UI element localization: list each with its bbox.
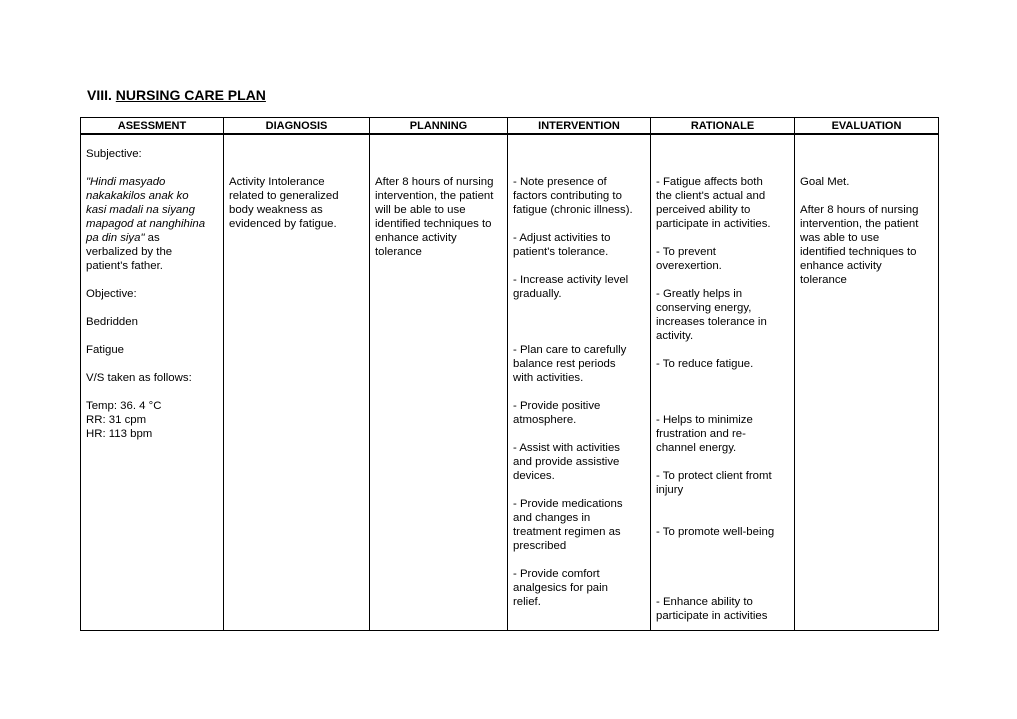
vital-signs-label: V/S taken as follows:	[86, 372, 192, 384]
planning-cell	[370, 134, 508, 631]
intervention-item: - Provide positive atmosphere.	[513, 400, 601, 426]
planning-text: After 8 hours of nursing intervention, the patient will be able to use identified techniques to enhance activity tolerance	[375, 176, 494, 258]
rationale-item: - Enhance ability to participate in activities	[656, 596, 768, 622]
header-intervention: INTERVENTION	[508, 118, 651, 135]
vital-signs: Temp: 36. 4 °C RR: 31 cpm HR: 113 bpm	[86, 400, 162, 440]
header-row	[81, 118, 939, 135]
section-title: NURSING CARE PLAN	[115, 87, 266, 103]
header-rationale: RATIONALE	[651, 118, 795, 135]
rationale-item: - To reduce fatigue.	[656, 358, 754, 370]
intervention-item: - Assist with activities and provide assistive devices.	[513, 442, 620, 482]
evaluation-status: Goal Met.	[800, 176, 850, 188]
plan-row	[81, 134, 939, 631]
patient-quote: "Hindi masyado nakakakilos anak ko kasi madali na siyang mapagod at nanghihina pa din siya"	[86, 176, 206, 244]
diagnosis-cell	[224, 134, 370, 631]
objective-label: Objective:	[86, 288, 137, 300]
header-evaluation: EVALUATION	[795, 118, 939, 135]
evaluation-detail: After 8 hours of nursing intervention, the patient was able to use identified techniques to enhance activity tolerance	[800, 204, 919, 286]
rationale-cell	[651, 134, 795, 631]
intervention-item: - Provide medications and changes in treatment regimen as prescribed	[513, 498, 623, 552]
rationale-item: - To promote well-being	[656, 526, 775, 538]
subjective-quote	[86, 175, 219, 245]
objective-bedridden: Bedridden	[86, 316, 138, 328]
intervention-item: - Plan care to carefully balance rest periods with activities.	[513, 344, 627, 384]
intervention-item: - Provide comfort analgesics for pain relief.	[513, 568, 608, 608]
quote-attribution: verbalized by the patient's father.	[86, 246, 173, 272]
evaluation-cell	[795, 134, 939, 631]
intervention-cell	[508, 134, 651, 631]
assessment-cell	[81, 134, 224, 631]
subjective-label: Subjective:	[86, 148, 142, 160]
header-diagnosis: DIAGNOSIS	[224, 118, 370, 135]
rationale-item: - Greatly helps in conserving energy, increases tolerance in activity.	[656, 288, 767, 342]
intervention-item: - Adjust activities to patient's tolerance.	[513, 232, 611, 258]
intervention-item: - Note presence of factors contributing to fatigue (chronic illness).	[513, 176, 633, 216]
intervention-item: - Increase activity level gradually.	[513, 274, 629, 300]
nursing-care-plan-table	[80, 117, 939, 631]
quote-suffix: as	[144, 232, 160, 244]
header-planning: PLANNING	[370, 118, 508, 135]
diagnosis-text: Activity Intolerance related to generalized body weakness as evidenced by fatigue.	[229, 176, 339, 230]
rationale-item: - Helps to minimize frustration and re- channel energy.	[656, 414, 753, 454]
rationale-item: - To protect client fromt injury	[656, 470, 772, 496]
rationale-item: - Fatigue affects both the client's actual and perceived ability to participate in activities.	[656, 176, 771, 230]
header-assessment: ASESSMENT	[81, 118, 224, 135]
section-heading	[87, 87, 266, 103]
section-number: VIII.	[87, 87, 112, 103]
rationale-item: - To prevent overexertion.	[656, 246, 722, 272]
objective-fatigue: Fatigue	[86, 344, 124, 356]
